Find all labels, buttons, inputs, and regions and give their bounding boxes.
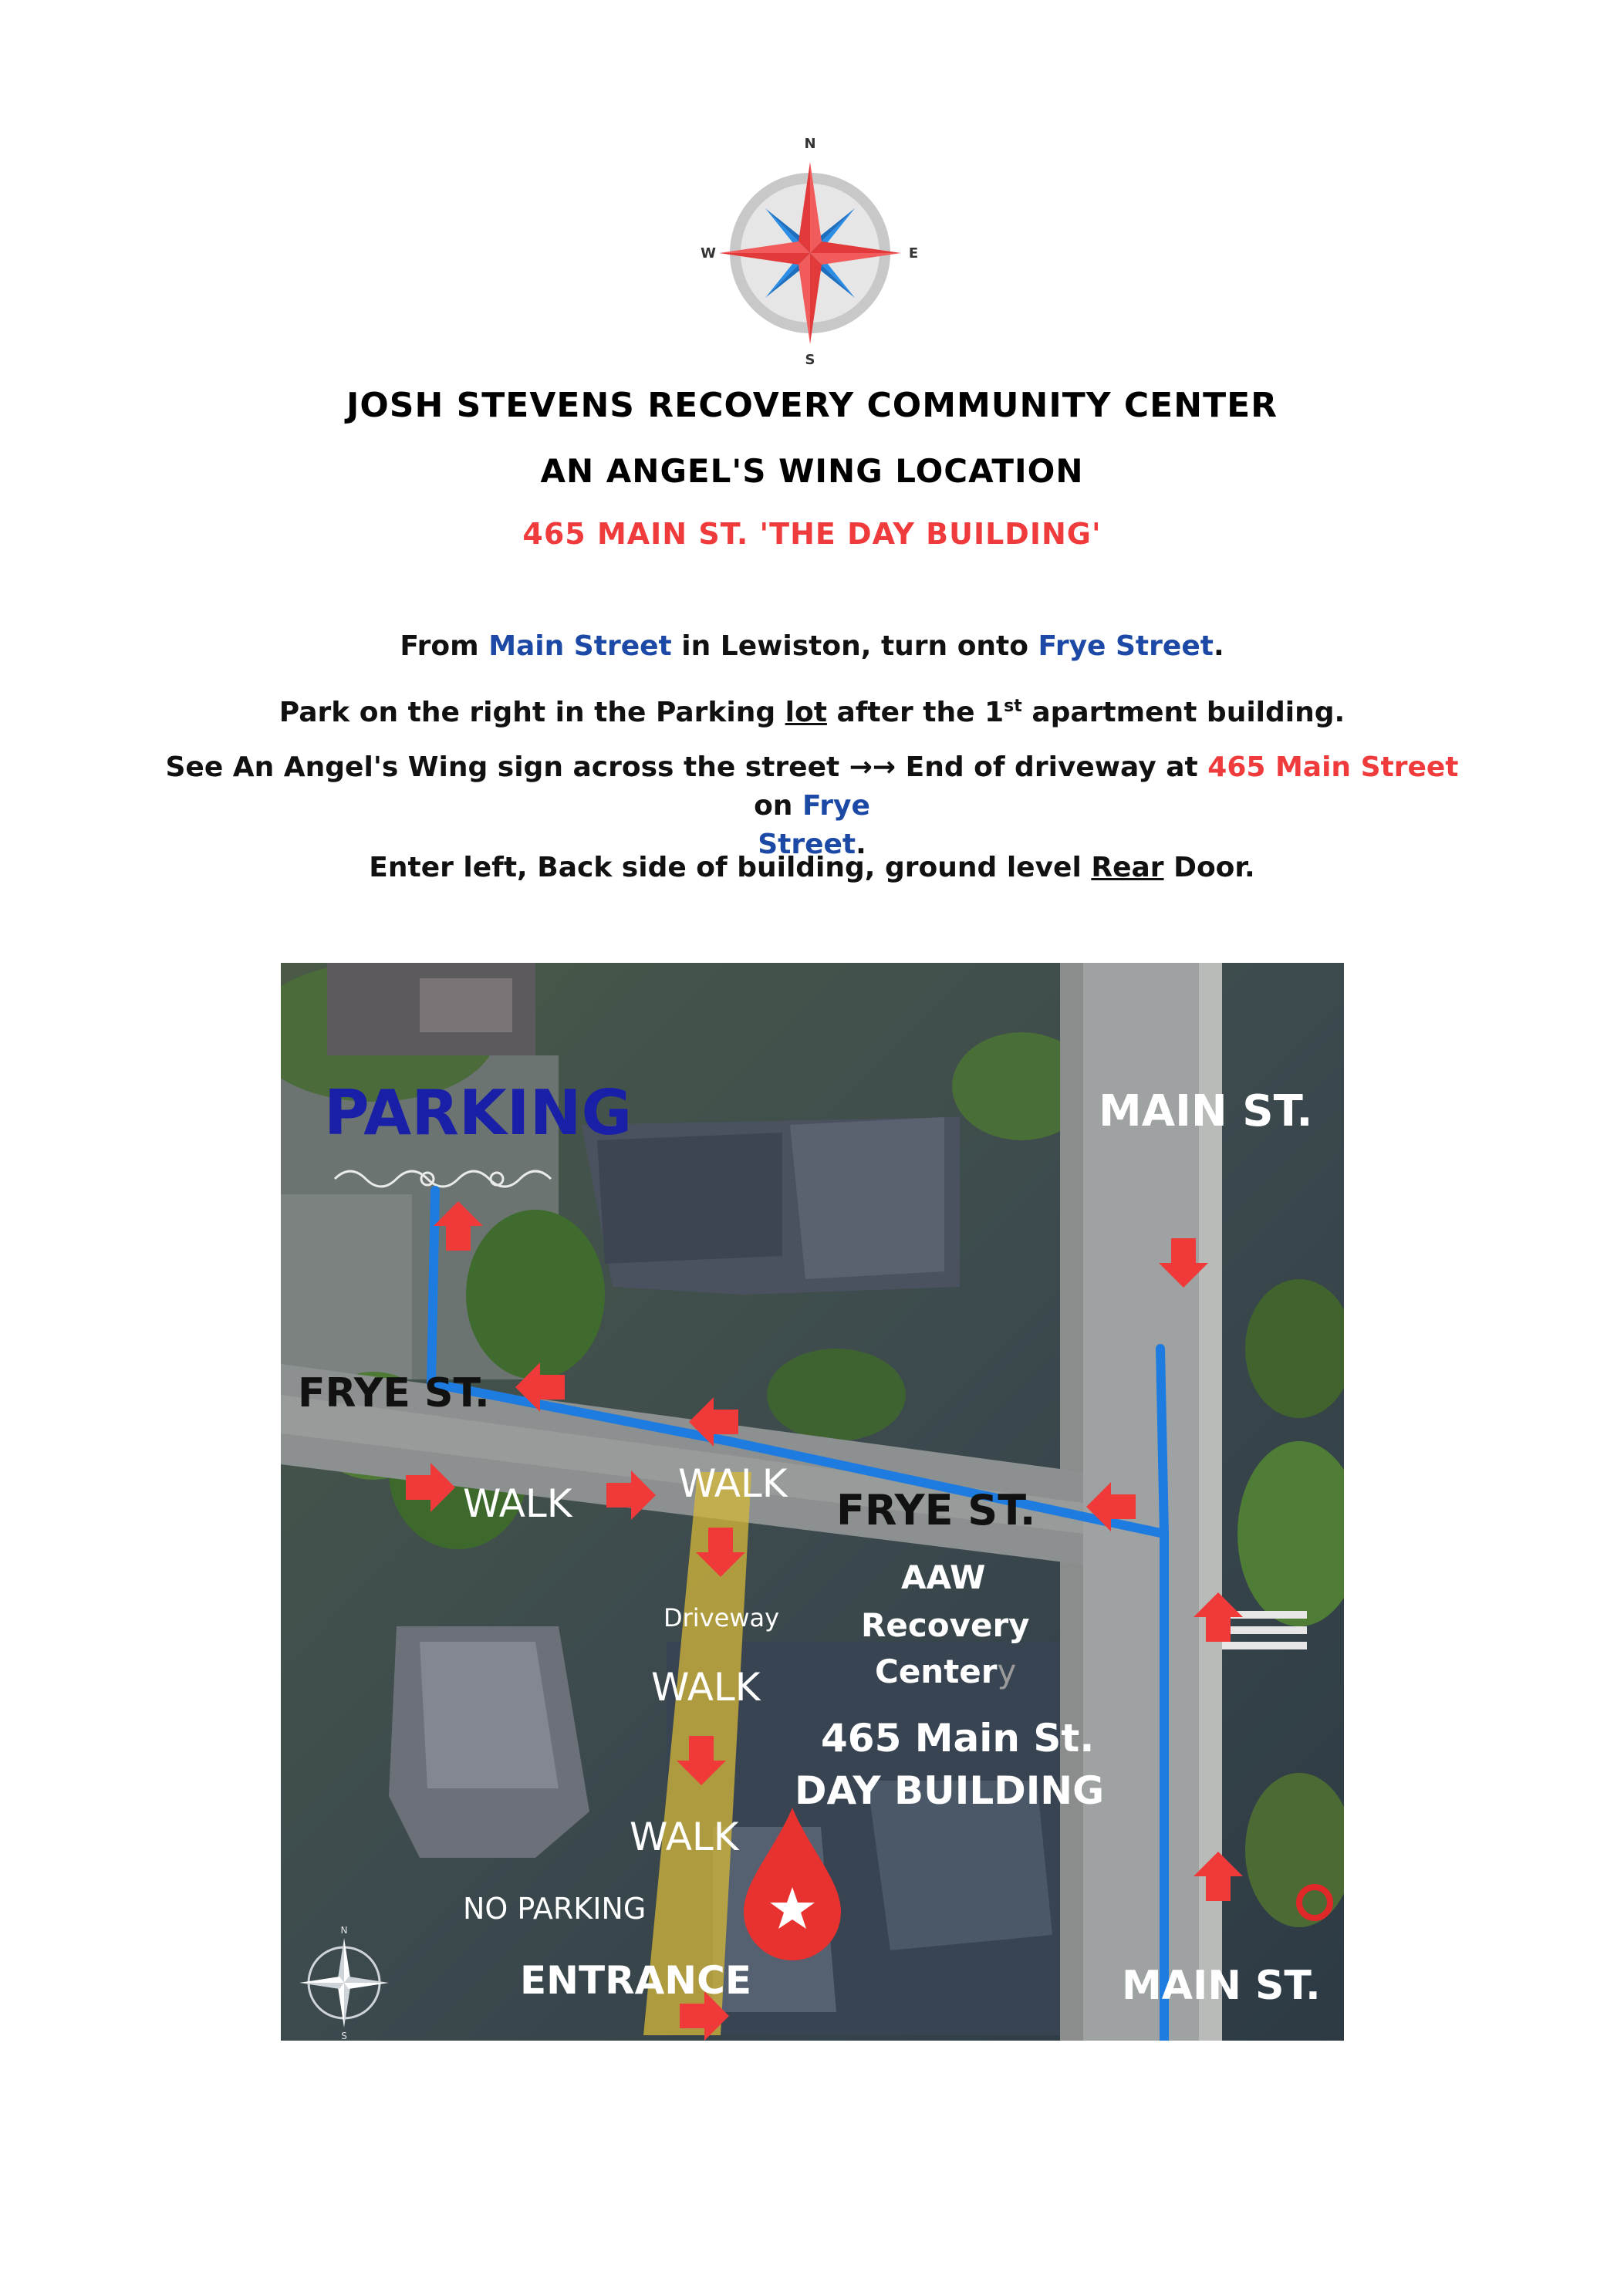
entrance-label: ENTRANCE (520, 1958, 751, 2003)
center-label: Centery (875, 1653, 1017, 1690)
walk-label-1: WALK (463, 1481, 572, 1526)
main-st-top-label: MAIN ST. (1099, 1086, 1313, 1136)
direction-line-4: Enter left, Back side of building, ground level Rear Door. (369, 852, 1255, 883)
page-title: JOSH STEVENS RECOVERY COMMUNITY CENTER (346, 386, 1278, 425)
address-label: 465 Main St. (821, 1716, 1095, 1761)
direction-line-1: From Main Street in Lewiston, turn onto Frye Street. (400, 630, 1224, 662)
frye-st-mid-label: FRYE ST. (836, 1486, 1036, 1535)
day-building-label: DAY BUILDING (795, 1768, 1105, 1813)
page-subtitle: AN ANGEL'S WING LOCATION (540, 452, 1084, 490)
compass-s: S (805, 352, 815, 368)
direction-line-2: Park on the right in the Parking lot after the 1st apartment building. (279, 697, 1345, 728)
frye-street-text: Frye Street (1038, 630, 1214, 662)
compass-w: W (701, 245, 716, 262)
main-st-bottom-label: MAIN ST. (1122, 1963, 1321, 2009)
direction-line-3: See An Angel's Wing sign across the street →→ End of driveway at 465 Main Street on Frye Street. (165, 751, 1459, 860)
compass-rose (694, 131, 926, 378)
address-text: 465 Main Street (1207, 751, 1459, 783)
walk-label-4: WALK (630, 1815, 739, 1859)
parking-label: PARKING (324, 1077, 633, 1149)
walk-label-3: WALK (651, 1665, 761, 1710)
main-street-link-text: Main Street (488, 630, 672, 662)
driveway-label: Driveway (663, 1603, 780, 1633)
compass-n: N (804, 136, 816, 152)
svg-text:N: N (340, 1925, 348, 1936)
svg-text:S: S (341, 2031, 347, 2041)
compass-e: E (908, 245, 919, 262)
no-parking-label: NO PARKING (463, 1892, 647, 1926)
aaw-label: AAW (901, 1558, 986, 1596)
walk-label-2: WALK (678, 1461, 788, 1506)
frye-st-left-label: FRYE ST. (298, 1370, 490, 1416)
address-heading: 465 MAIN ST. 'THE DAY BUILDING' (522, 517, 1102, 551)
recovery-label: Recovery (861, 1606, 1030, 1644)
aerial-map (281, 963, 1344, 2041)
